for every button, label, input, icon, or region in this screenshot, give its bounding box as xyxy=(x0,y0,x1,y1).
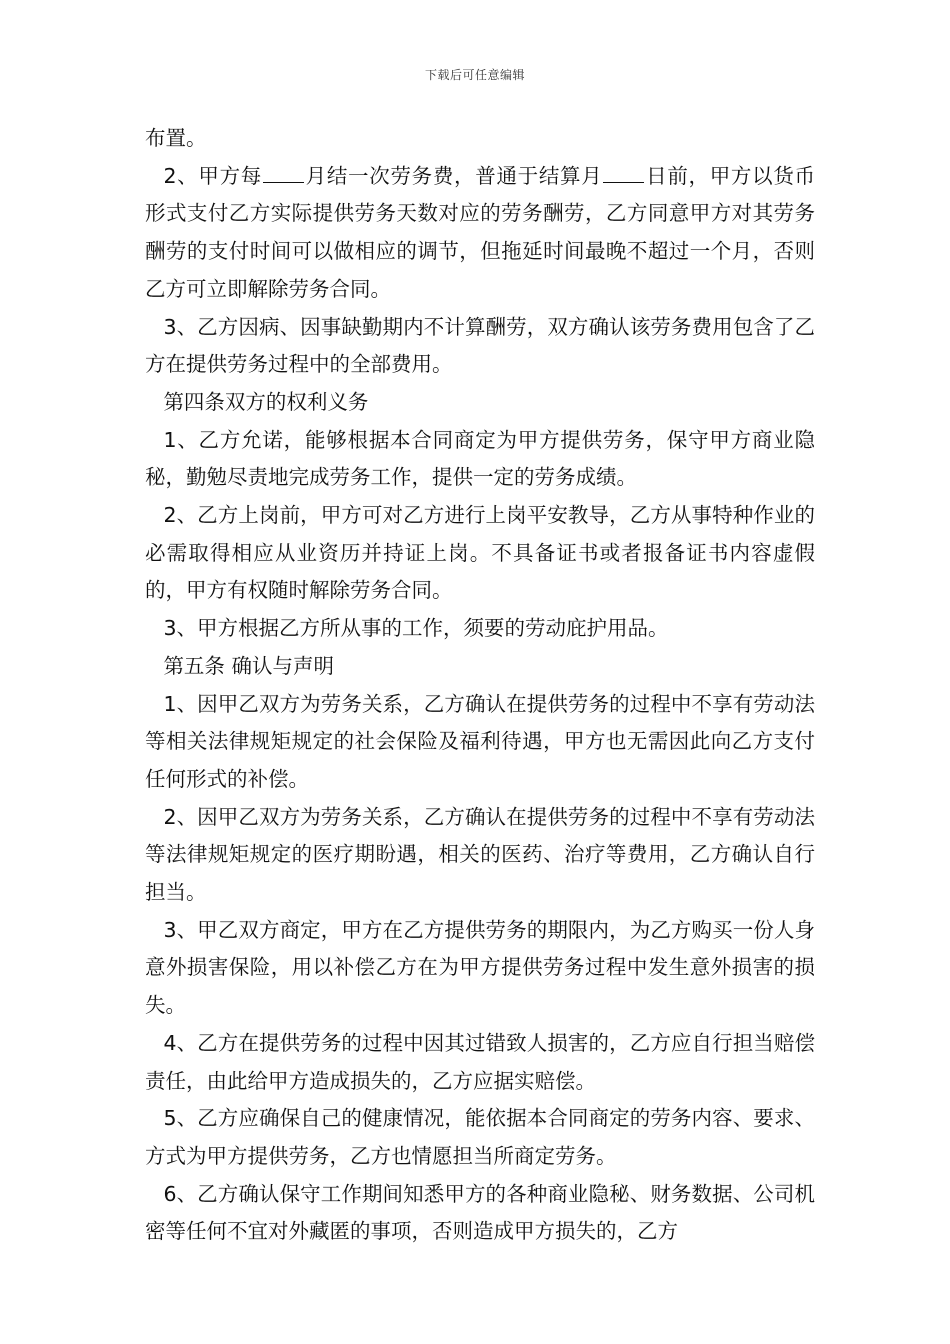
clause-3-2-part-c: 日前，甲方以货币形式支付乙方实际提供劳务天数对应的劳务酬劳，乙方同意甲方对其劳务酬劳的支付时间可以做相应的调节，但拖延时间最晚不超过一个月，否则乙方可立即解除劳务合同。 xyxy=(145,163,816,301)
article-5-heading: 第五条 确认与声明 xyxy=(163,653,334,678)
clause-3-2-part-b: 月结一次劳务费，普通于结算月 xyxy=(304,163,603,188)
clause-4-3: 3、甲方根据乙方所从事的工作，须要的劳动庇护用品。 xyxy=(163,616,669,641)
clause-5-3: 3、甲乙双方商定，甲方在乙方提供劳务的期限内，为乙方购买一份人身意外损害保险，用以补偿乙方在为甲方提供劳务过程中发生意外损害的损失。 xyxy=(145,917,815,1018)
clause-5-4: 4、乙方在提供劳务的过程中因其过错致人损害的，乙方应自行担当赔偿责任，由此给甲方造成损失的，乙方应据实赔偿。 xyxy=(145,1030,815,1093)
clause-5-2: 2、因甲乙双方为劳务关系，乙方确认在提供劳务的过程中不享有劳动法等法律规矩规定的医疗期盼遇，相关的医药、治疗等费用，乙方确认自行担当。 xyxy=(145,804,815,905)
clause-5-1: 1、因甲乙双方为劳务关系，乙方确认在提供劳务的过程中不享有劳动法等相关法律规矩规定的社会保险及福利待遇，甲方也无需因此向乙方支付任何形式的补偿。 xyxy=(145,691,815,791)
document-body xyxy=(145,120,815,1251)
clause-3-2-part-a: 2、甲方每 xyxy=(163,163,262,188)
clause-5-5: 5、乙方应确保自己的健康情况，能依据本合同商定的劳务内容、要求、方式为甲方提供劳务，乙方也情愿担当所商定劳务。 xyxy=(145,1106,815,1168)
clause-3-3: 3、乙方因病、因事缺勤期内不计算酬劳，双方确认该劳务费用包含了乙方在提供劳务过程中的全部费用。 xyxy=(145,314,815,377)
clause-4-2: 2、乙方上岗前，甲方可对乙方进行上岗平安教导，乙方从事特种作业的必需取得相应从业资历并持证上岗。不具备证书或者报备证书内容虚假的，甲方有权随时解除劳务合同。 xyxy=(145,503,815,603)
page-header: 下载后可任意编辑 xyxy=(424,68,525,82)
paragraph-continuation: 布置。 xyxy=(145,126,207,150)
blank-field-day xyxy=(603,160,644,183)
blank-field-months xyxy=(263,160,304,183)
article-4-heading: 第四条双方的权利义务 xyxy=(163,389,369,414)
clause-3-2 xyxy=(145,158,815,309)
clause-4-1: 1、乙方允诺，能够根据本合同商定为甲方提供劳务，保守甲方商业隐秘，勤勉尽责地完成劳务工作，提供一定的劳务成绩。 xyxy=(145,427,815,490)
clause-5-6: 6、乙方确认保守工作期间知悉甲方的各种商业隐秘、财务数据、公司机密等任何不宜对外藏匿的事项，否则造成甲方损失的，乙方 xyxy=(145,1181,815,1244)
